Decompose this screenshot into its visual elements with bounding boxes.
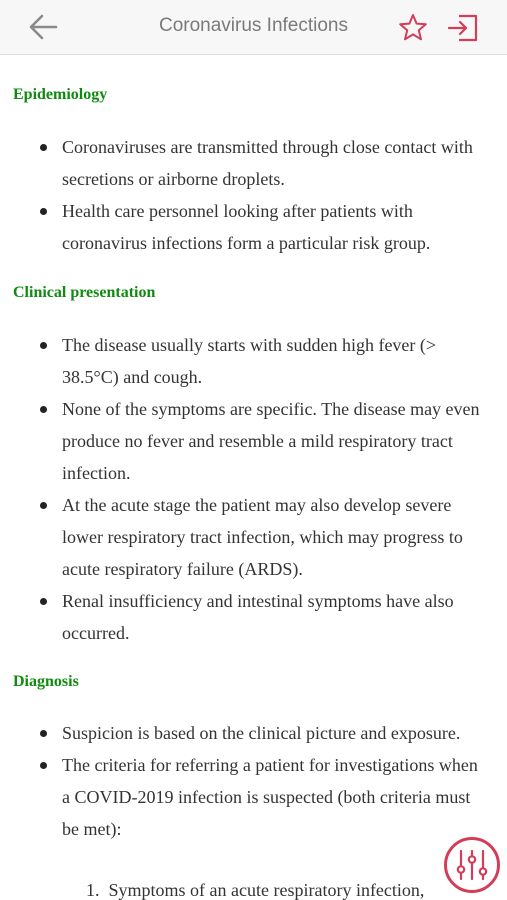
page-title: Coronavirus Infections [158,15,349,36]
diagnosis-list [0,717,507,845]
back-button[interactable] [26,10,66,44]
list-item: The disease usually starts with sudden high fever (> 38.5°C) and cough. [0,329,507,393]
section-heading-diagnosis: Diagnosis [13,673,79,690]
bullet-dot [40,730,47,737]
section-heading-clinical-presentation: Clinical presentation [13,284,156,301]
clinical-presentation-list [0,329,507,649]
bullet-dot [40,342,47,349]
numbered-list-item: 1. Symptoms of an acute respiratory infection, [86,880,425,900]
bullet-dot [40,406,47,413]
bullet-dot [40,502,47,509]
epidemiology-list [0,131,507,259]
bullet-dot [40,144,47,151]
bullet-dot [40,208,47,215]
settings-fab-button[interactable] [444,837,500,893]
list-item: None of the symptoms are specific. The disease may even produce no fever and resemble a mild respiratory tract infection. [0,393,507,489]
star-outline-icon [397,12,429,44]
favorite-button[interactable] [397,12,429,44]
exit-button[interactable] [446,12,480,44]
list-item: Coronaviruses are transmitted through close contact with secretions or airborne droplets. [0,131,507,195]
list-item: Renal insufficiency and intestinal symptoms have also occurred. [0,585,507,649]
list-item: At the acute stage the patient may also develop severe lower respiratory tract infection, which may progress to acute respiratory failure (ARDS). [0,489,507,585]
bullet-dot [40,762,47,769]
section-heading-epidemiology: Epidemiology [13,86,108,103]
article-content [0,54,507,900]
exit-door-icon [446,12,480,44]
list-item: The criteria for referring a patient for investigations when a COVID-2019 infection is suspected (both criteria must be met): [0,749,507,845]
arrow-left-icon [26,10,66,44]
list-item: Suspicion is based on the clinical picture and exposure. [0,717,507,749]
sliders-icon [447,840,497,890]
app-header [0,0,507,55]
bullet-dot [40,598,47,605]
list-item: Health care personnel looking after patients with coronavirus infections form a particular risk group. [0,195,507,259]
